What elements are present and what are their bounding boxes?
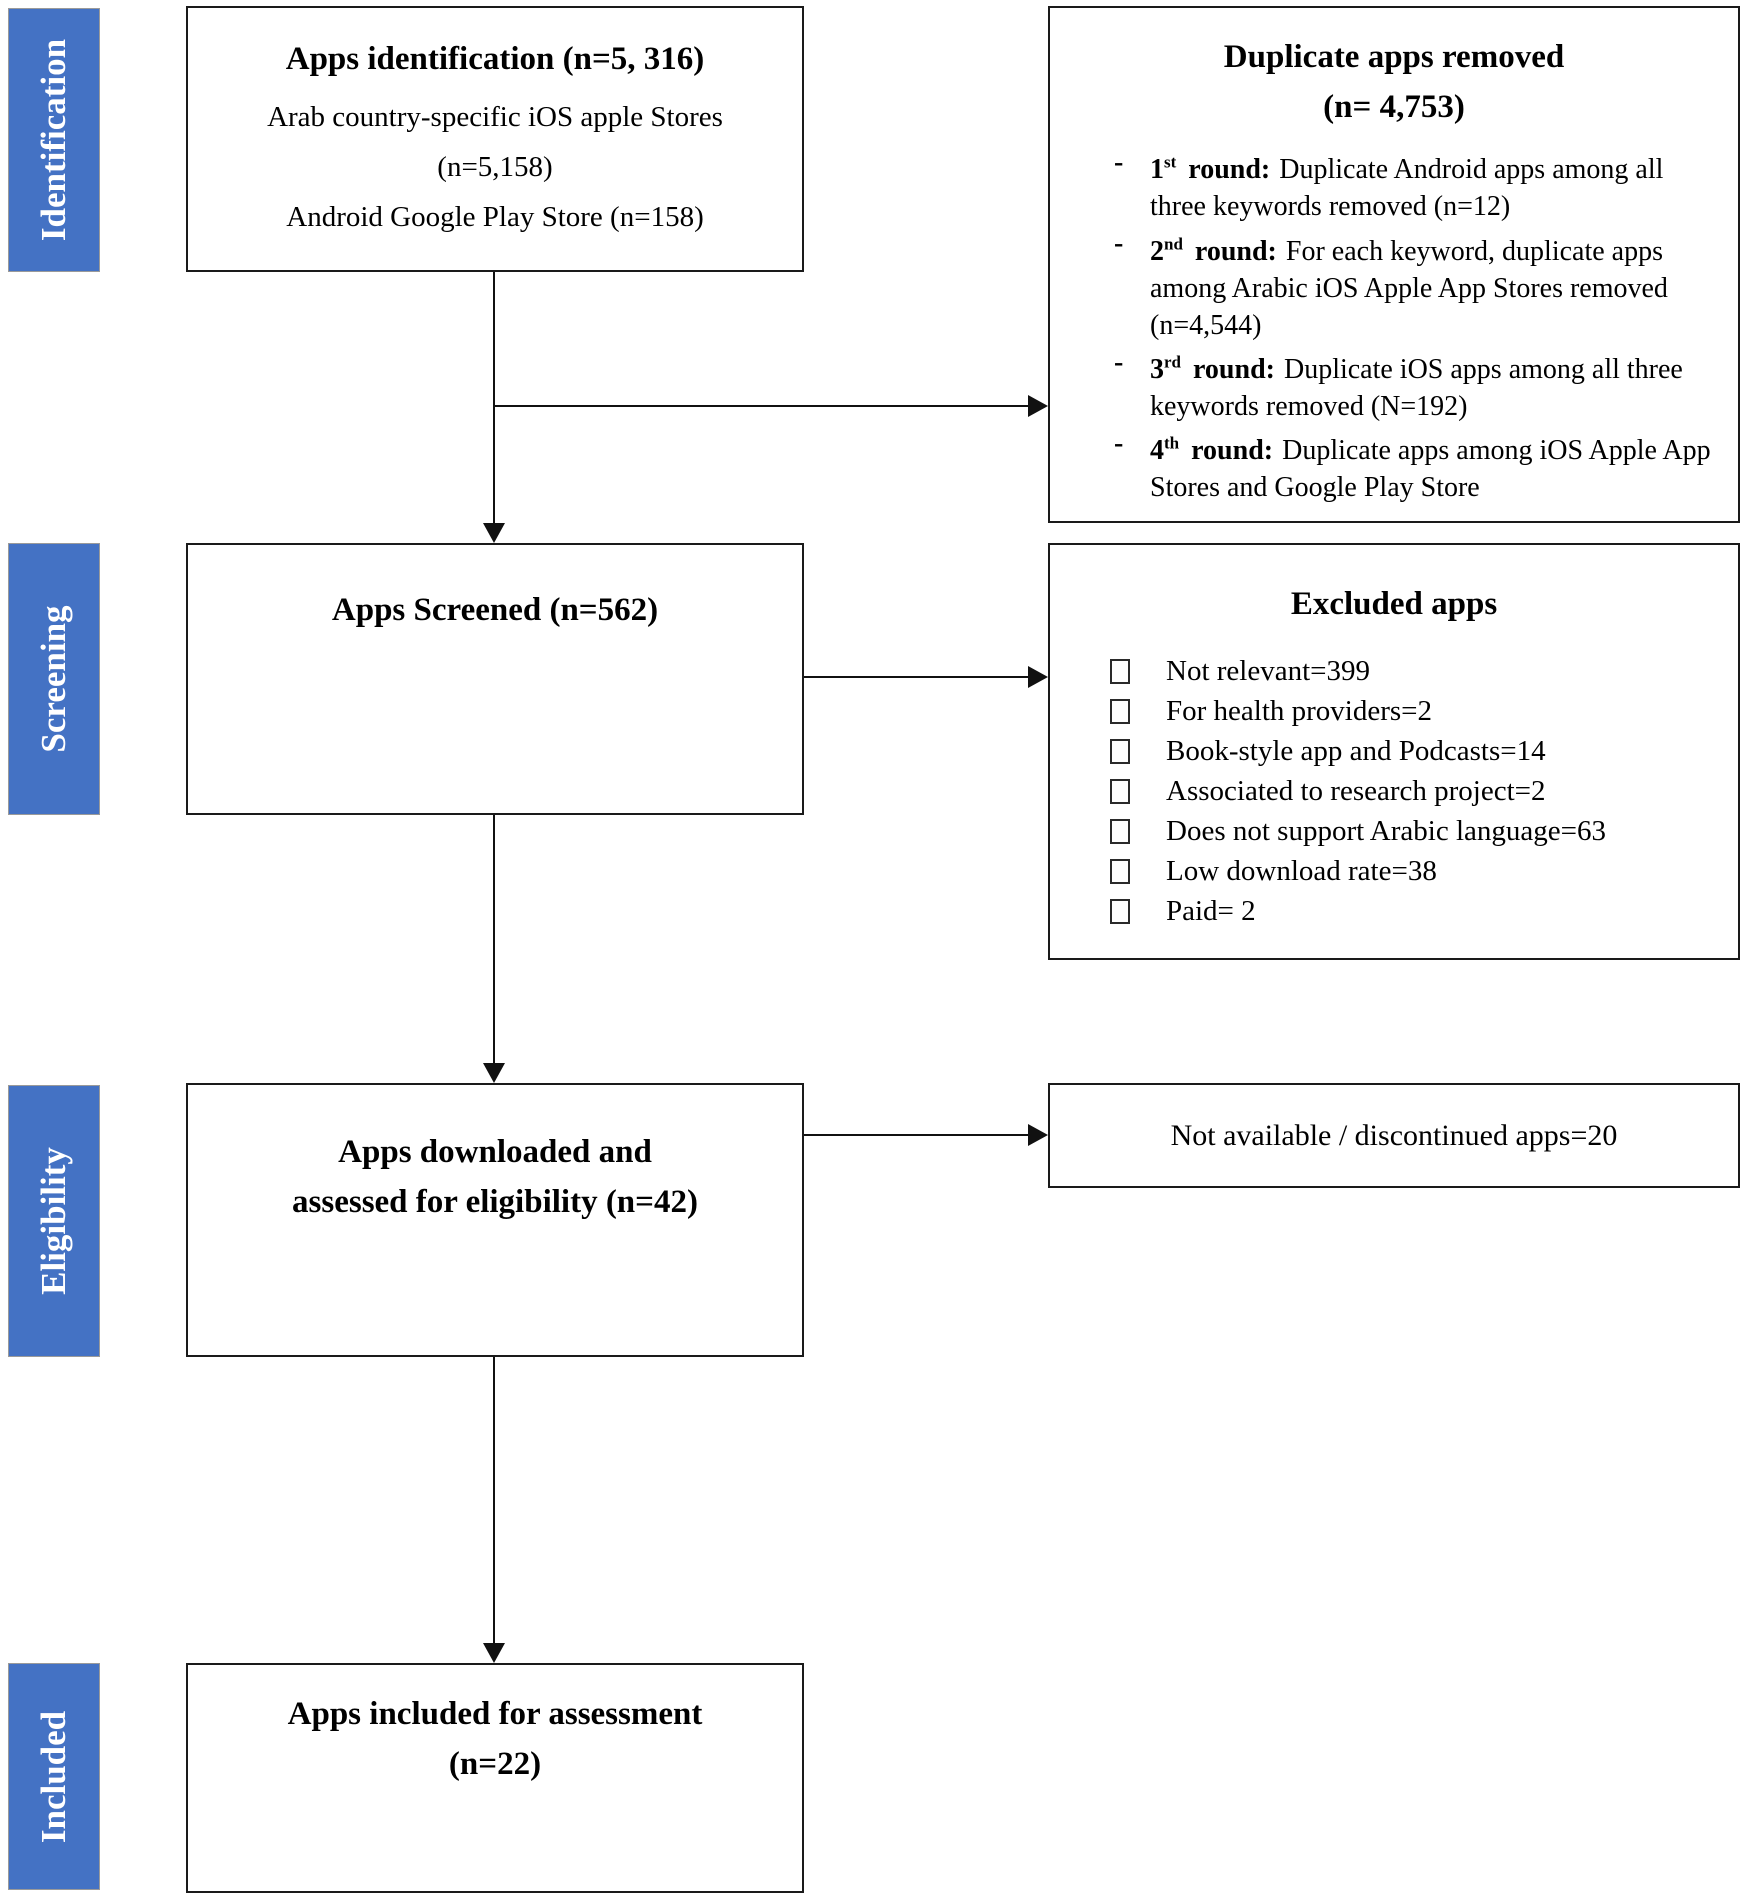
list-item: - 4th round: Duplicate apps among iOS Apple App Stores and Google Play Store [1114, 425, 1716, 506]
connector-screened-to-excluded [804, 676, 1028, 678]
box-not-available [1048, 1083, 1740, 1188]
excluded-item-text: Low download rate=38 [1166, 854, 1437, 887]
duplicates-round-list [1050, 144, 1738, 506]
excluded-item-text: Paid= 2 [1166, 894, 1256, 927]
stage-label-eligibility [8, 1085, 100, 1357]
stage-label-identification [8, 8, 100, 272]
list-item [1110, 891, 1718, 931]
checkbox-icon [1110, 819, 1130, 844]
dash-bullet: - [1114, 228, 1124, 260]
apps-screened-title: Apps Screened (n=562) [331, 592, 659, 628]
stage-label-included [8, 1663, 100, 1890]
connector-to-duplicates [494, 405, 1028, 407]
list-item [1110, 651, 1718, 691]
stage-label-identification-text: Identification [34, 38, 73, 242]
list-item [1110, 731, 1718, 771]
arrowhead-right-icon [1028, 666, 1048, 688]
list-item [1110, 811, 1718, 851]
dash-bullet: - [1114, 147, 1124, 178]
duplicates-title-line1: Duplicate apps removed [1223, 39, 1565, 75]
apps-identification-line-3: Android Google Play Store (n=158) [286, 201, 704, 233]
box-apps-eligibility [186, 1083, 804, 1357]
excluded-item-text: Not relevant=399 [1166, 654, 1370, 687]
apps-eligibility-title-line2: assessed for eligibility (n=42) [292, 1184, 698, 1220]
box-apps-screened [186, 543, 804, 815]
excluded-item-text: Associated to research project=2 [1166, 774, 1546, 807]
apps-identification-title: Apps identification (n=5, 316) [285, 41, 705, 77]
connector-identification-to-screened [493, 272, 495, 524]
list-item: - 1st round: Duplicate Android apps among all three keywords removed (n=12) [1114, 144, 1716, 225]
excluded-item-text: For health providers=2 [1166, 694, 1433, 727]
arrowhead-down-icon [483, 523, 505, 543]
stage-label-screening [8, 543, 100, 815]
not-available-text: Not available / discontinued apps=20 [1170, 1118, 1618, 1152]
apps-identification-line-1: Arab country-specific iOS apple Stores [267, 101, 723, 133]
list-item: - 3rd round: Duplicate iOS apps among all three keywords removed (N=192) [1114, 344, 1716, 425]
checkbox-icon [1110, 699, 1130, 724]
connector-eligibility-to-included [493, 1357, 495, 1643]
apps-identification-line-2: (n=5,158) [437, 151, 553, 183]
checkbox-icon [1110, 659, 1130, 684]
arrowhead-right-icon [1028, 395, 1048, 417]
checkbox-icon [1110, 899, 1130, 924]
excluded-apps-title: Excluded apps [1290, 586, 1498, 622]
box-duplicates-removed [1048, 6, 1740, 523]
arrowhead-right-icon [1028, 1124, 1048, 1146]
connector-screened-to-eligibility [493, 815, 495, 1063]
box-apps-identification [186, 6, 804, 272]
dash-bullet: - [1114, 427, 1124, 459]
excluded-item-text: Does not support Arabic language=63 [1166, 814, 1606, 847]
duplicates-title-line2: (n= 4,753) [1323, 89, 1465, 125]
list-item: - 2nd round: For each keyword, duplicate apps among Arabic iOS Apple App Stores removed (n=4,544) [1114, 225, 1716, 343]
checkbox-icon [1110, 859, 1130, 884]
stage-label-included-text: Included [34, 1710, 73, 1843]
box-apps-included [186, 1663, 804, 1893]
apps-included-title-line2: (n=22) [448, 1746, 542, 1782]
excluded-item-text: Book-style app and Podcasts=14 [1166, 734, 1546, 767]
box-excluded-apps [1048, 543, 1740, 960]
apps-included-title-line1: Apps included for assessment [287, 1696, 703, 1732]
apps-eligibility-title-line1: Apps downloaded and [338, 1134, 652, 1170]
stage-label-screening-text: Screening [34, 605, 73, 753]
stage-label-eligibility-text: Eligibility [34, 1147, 73, 1295]
list-item [1110, 691, 1718, 731]
checkbox-icon [1110, 739, 1130, 764]
excluded-apps-list [1050, 651, 1738, 931]
arrowhead-down-icon [483, 1643, 505, 1663]
arrowhead-down-icon [483, 1063, 505, 1083]
list-item [1110, 851, 1718, 891]
dash-bullet: - [1114, 346, 1124, 378]
checkbox-icon [1110, 779, 1130, 804]
list-item [1110, 771, 1718, 811]
connector-eligibility-to-notavailable [804, 1134, 1028, 1136]
